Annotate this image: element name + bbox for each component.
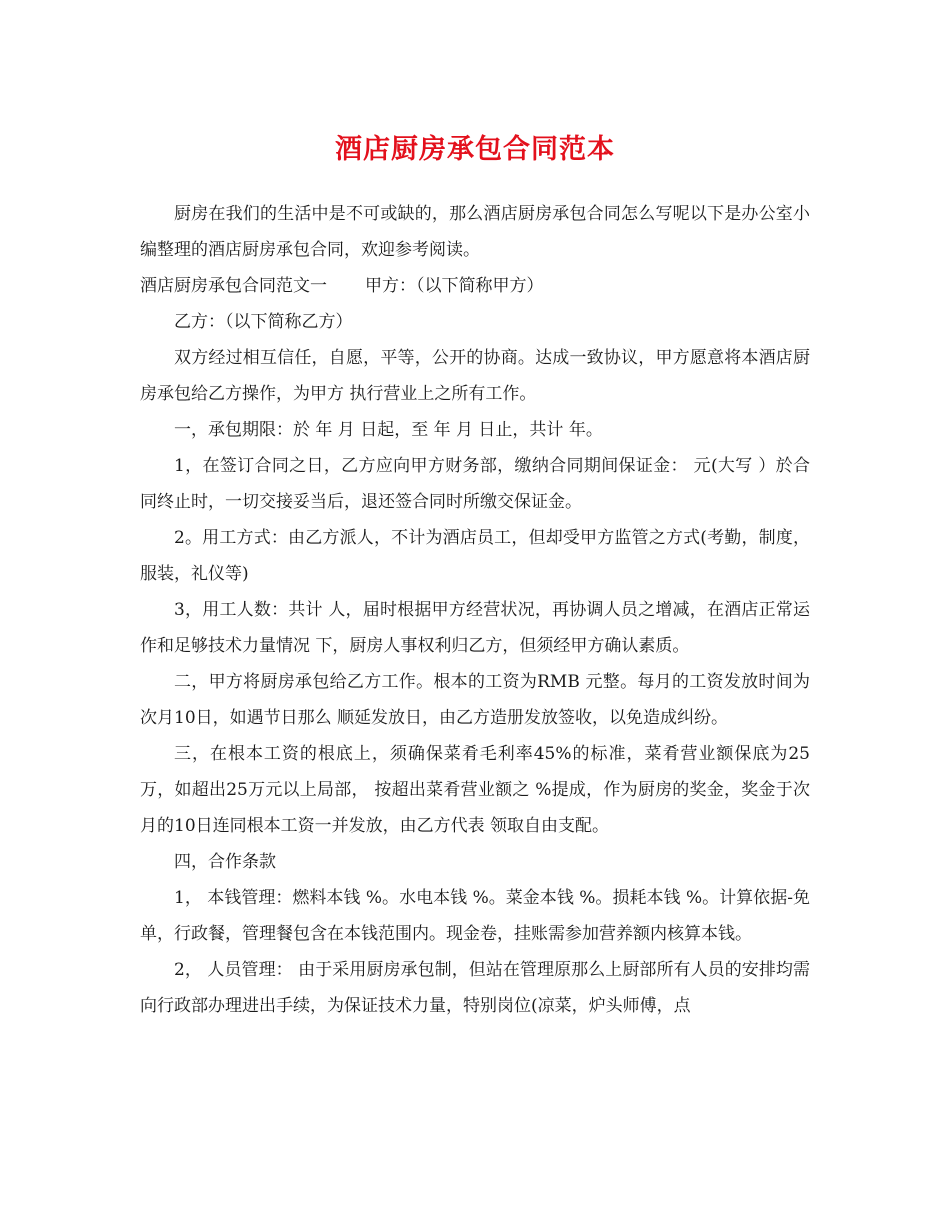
paragraph-bonus: 三，在根本工资的根底上，须确保菜肴毛利率45%的标准，菜肴营业额保底为25万，如超出25万元以上局部， 按超出菜肴营业额之 %提成，作为厨房的奖金，奖金于次月的10日连同根本工资一并发放，由乙方代表 领取自由支配。 xyxy=(140,744,810,836)
party-b-label: 乙方：（以下简称乙方） xyxy=(174,312,353,332)
paragraph-employment: 2。用工方式：由乙方派人，不计为酒店员工，但却受甲方监管之方式(考勤，制度，服装，礼仪等) xyxy=(140,528,810,584)
contract-heading: 酒店厨房承包合同范文一 xyxy=(140,276,327,296)
paragraph-personnel-management: 2， 人员管理： 由于采用厨房承包制，但站在管理原那么上厨部所有人员的安排均需向行政部办理进出手续，为保证技术力量，特别岗位(凉菜，炉头师傅，点 xyxy=(140,960,810,1016)
heading-gap xyxy=(327,268,365,304)
paragraph-deposit: 1，在签订合同之日，乙方应向甲方财务部，缴纳合同期间保证金： 元(大写 ）於合同终止时，一切交接妥当后，退还签合同时所缴交保证金。 xyxy=(140,456,810,512)
paragraph-term: 一，承包期限：於 年 月 日起，至 年 月 日止，共计 年。 xyxy=(174,420,603,440)
document-body xyxy=(140,196,810,1024)
paragraph-agreement: 双方经过相互信任，自愿，平等，公开的协商。达成一致协议，甲方愿意将本酒店厨房承包给乙方操作，为甲方 执行营业上之所有工作。 xyxy=(140,348,810,404)
paragraph-salary: 二，甲方将厨房承包给乙方工作。根本的工资为RMB 元整。每月的工资发放时间为次月10日，如遇节日那么 顺延发放日，由乙方造册发放签收，以免造成纠纷。 xyxy=(140,672,810,728)
paragraph-staff-count: 3，用工人数：共计 人，届时根据甲方经营状况，再协调人员之增减，在酒店正常运作和足够技术力量情况 下，厨房人事权利归乙方，但须经甲方确认素质。 xyxy=(140,600,810,656)
intro-paragraph: 厨房在我们的生活中是不可或缺的，那么酒店厨房承包合同怎么写呢以下是办公室小编整理的酒店厨房承包合同，欢迎参考阅读。 xyxy=(140,204,810,260)
paragraph-cooperation-heading: 四，合作条款 xyxy=(174,852,276,872)
paragraph-cost-management: 1， 本钱管理：燃料本钱 %。水电本钱 %。菜金本钱 %。损耗本钱 %。计算依据-免单，行政餐，管理餐包含在本钱范围内。现金卷，挂账需参加营养额内核算本钱。 xyxy=(140,888,810,944)
document-title: 酒店厨房承包合同范本 xyxy=(335,134,615,165)
contract-heading-line xyxy=(140,268,810,304)
party-a-label: 甲方：（以下简称甲方） xyxy=(365,276,544,296)
